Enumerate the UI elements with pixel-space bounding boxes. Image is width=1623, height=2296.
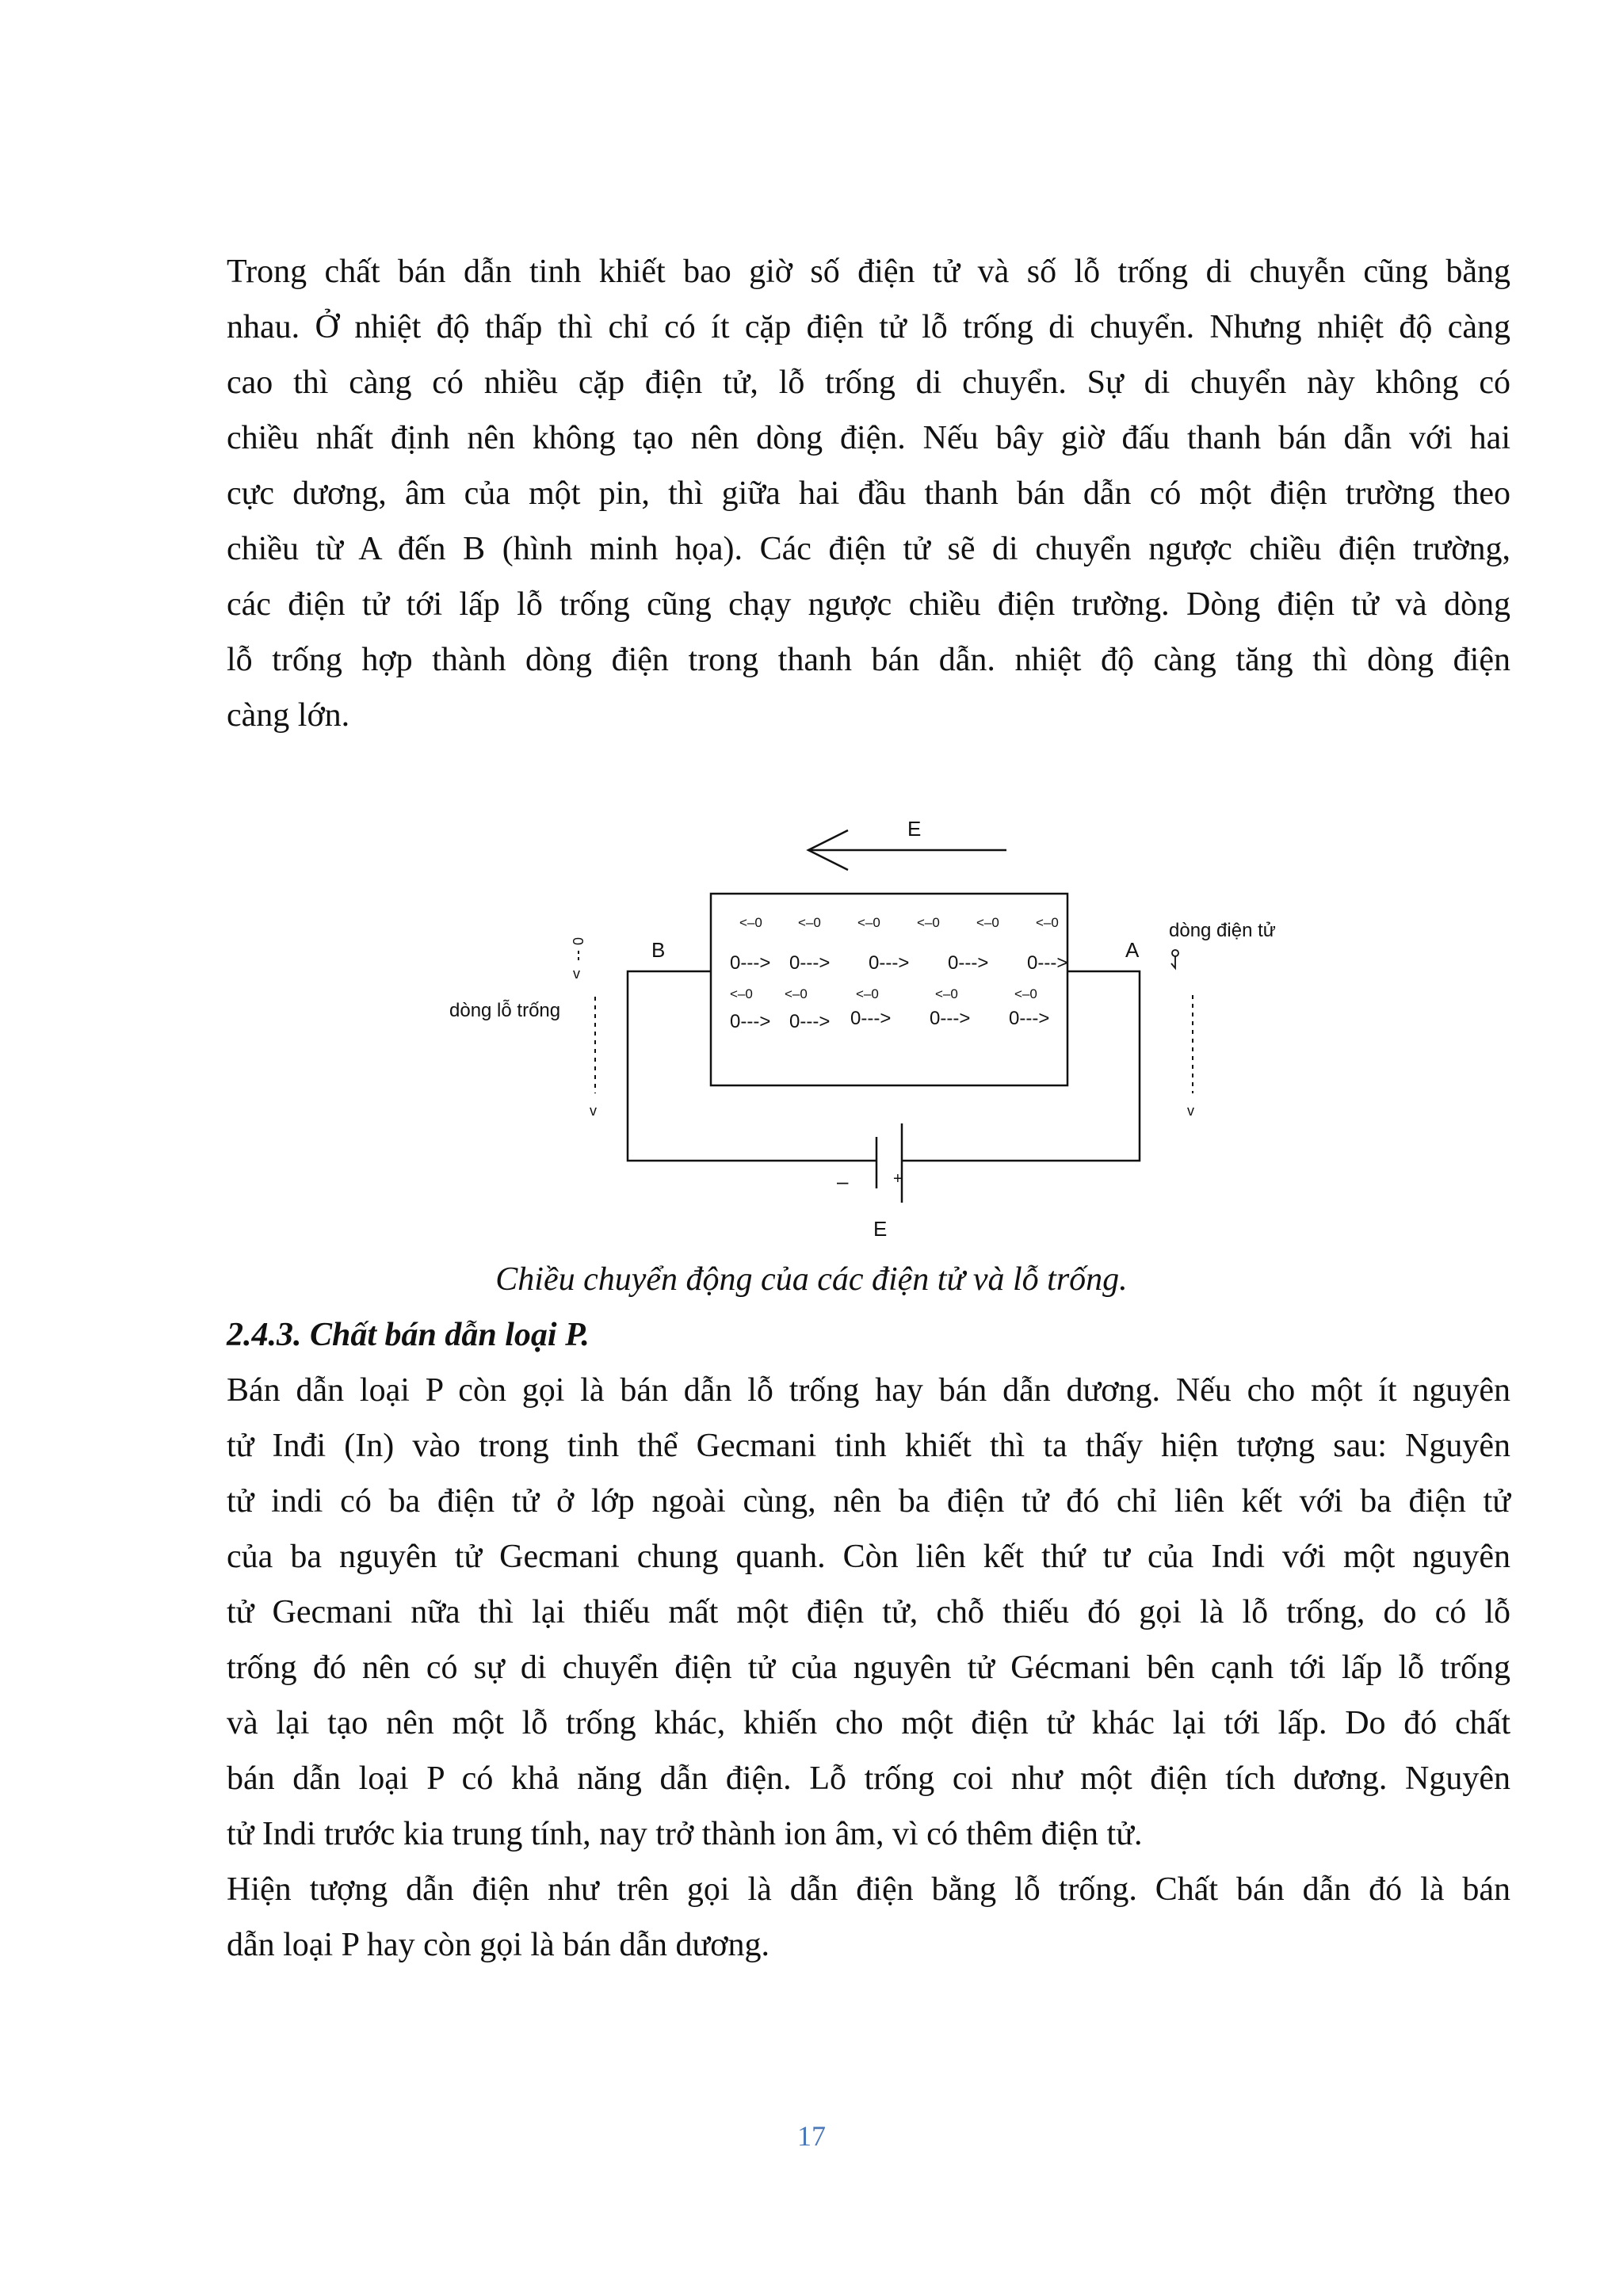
text-line: lỗ trống hợp thành dòng điện trong thanh bán dẫn. nhiệt độ càng tăng thì dòng điện — [227, 642, 1510, 678]
hole-arrow: <–0 — [1014, 986, 1037, 1001]
battery-minus-sign: – — [837, 1169, 849, 1193]
hole-current-label: dòng lỗ trống — [449, 1000, 561, 1021]
row1-electron-arrows — [730, 952, 1067, 974]
electron-current-indicator — [1171, 950, 1194, 1119]
text-line: bán dẫn loại P có khả năng dẫn điện. Lỗ trống coi như một điện tích dương. Nguyên — [227, 1760, 1510, 1797]
battery-plus-sign: + — [893, 1170, 903, 1188]
hole-current-indicator — [571, 937, 597, 1119]
text-line: tử indi có ba điện tử ở lớp ngoài cùng, nên ba điện tử đó chỉ liên kết với ba điện tử — [227, 1483, 1510, 1520]
row2-hole-arrows — [730, 986, 1037, 1001]
text-line: nhau. Ở nhiệt độ thấp thì chỉ có ít cặp điện tử lỗ trống di chuyển. Nhưng nhiệt độ càng — [227, 309, 1510, 345]
electron-arrow: 0---> — [1027, 952, 1068, 974]
electron-arrow: 0---> — [850, 1008, 892, 1029]
hole-down-arrow: v — [573, 966, 580, 982]
paragraph-hole-conduction — [227, 1862, 1510, 1973]
text-line: tử Indi trước kia trung tính, nay trở thành ion âm, vì có thêm điện tử. — [227, 1816, 1143, 1852]
battery-label: E — [873, 1217, 888, 1241]
section-heading: 2.4.3. Chất bán dẫn loại P. — [227, 1317, 590, 1353]
paragraph-intrinsic-semiconductor — [227, 244, 1510, 743]
hole-arrow: <–0 — [785, 986, 808, 1001]
hole-arrow: <–0 — [917, 915, 940, 930]
circuit-diagram — [428, 800, 1316, 1244]
text-line: cao thì càng có nhiều cặp điện tử, lỗ trống di chuyển. Sự di chuyển này không có — [227, 364, 1510, 401]
text-line: trống đó nên có sự di chuyển điện tử của nguyên tử Gécmani bên cạnh tới lấp lỗ trống — [227, 1650, 1510, 1686]
hole-arrow: <–0 — [856, 986, 879, 1001]
hole-arrow: <–0 — [798, 915, 821, 930]
electron-arrow: 0---> — [930, 1008, 971, 1029]
text-line: chiều nhất định nên không tạo nên dòng điện. Nếu bây giờ đấu thanh bán dẫn với hai — [227, 420, 1510, 456]
row1-hole-arrows — [739, 915, 1059, 930]
text-line: các điện tử tới lấp lỗ trống cũng chạy ngược chiều điện trường. Dòng điện tử và dòng — [227, 586, 1510, 623]
electron-current-label: dòng điện tử — [1169, 920, 1276, 941]
electron-arrow: 0---> — [1009, 1008, 1050, 1029]
hole-arrow: <–0 — [739, 915, 762, 930]
terminal-a-label: A — [1125, 938, 1140, 962]
page-number: 17 — [797, 2120, 826, 2152]
text-line: Bán dẫn loại P còn gọi là bán dẫn lỗ trống hay bán dẫn dương. Nếu cho một ít nguyên — [227, 1372, 1510, 1409]
hole-arrow: <–0 — [1036, 915, 1059, 930]
terminal-b-label: B — [651, 938, 666, 962]
electron-arrow: 0---> — [948, 952, 989, 974]
hole-arrow: <–0 — [935, 986, 958, 1001]
text-line: tử Inđi (In) vào trong tinh thể Gecmani tinh khiết thì ta thấy hiện tượng sau: Nguyên — [227, 1428, 1510, 1464]
electron-arrow: 0---> — [730, 1011, 771, 1032]
electron-arrow: 0---> — [869, 952, 910, 974]
hole-arrow: <–0 — [857, 915, 880, 930]
figure-caption: Chiều chuyển động của các điện tử và lỗ trống. — [495, 1261, 1128, 1298]
text-line: dẫn loại P hay còn gọi là bán dẫn dương. — [227, 1927, 769, 1963]
electron-current-arrowhead: v — [1187, 1103, 1194, 1119]
electron-arrow: 0---> — [730, 952, 771, 974]
text-line: tử Gecmani nữa thì lại thiếu mất một điện tử, chỗ thiếu đó gọi là lỗ trống, do có lỗ — [227, 1594, 1510, 1630]
text-line: càng lớn. — [227, 697, 350, 734]
electron-arrow: 0---> — [789, 1011, 831, 1032]
text-line: chiều từ A đến B (hình minh họa). Các điện tử sẽ di chuyển ngược chiều điện trường, — [227, 531, 1510, 567]
text-line: cực dương, âm của một pin, thì giữa hai đầu thanh bán dẫn có một điện trường theo — [227, 475, 1510, 512]
field-label: E — [907, 817, 922, 841]
hole-arrow: <–0 — [976, 915, 999, 930]
text-line: của ba nguyên tử Gecmani chung quanh. Còn liên kết thứ tư của Indi với một nguyên — [227, 1539, 1510, 1575]
hole-arrow: <–0 — [730, 986, 753, 1001]
electron-arrow: 0---> — [789, 952, 831, 974]
paragraph-p-type — [227, 1363, 1510, 1862]
text-line: Trong chất bán dẫn tinh khiết bao giờ số điện tử và số lỗ trống di chuyễn cũng bằng — [227, 254, 1510, 290]
hole-marker: 0 — [571, 936, 586, 945]
electron-marker — [1172, 950, 1178, 956]
text-line: Hiện tượng dẫn điện như trên gọi là dẫn điện bằng lỗ trống. Chất bán dẫn đó là bán — [227, 1871, 1510, 1908]
electron-mini-arrow — [1171, 956, 1175, 968]
hole-current-arrowhead: v — [590, 1103, 597, 1119]
text-line: và lại tạo nên một lỗ trống khác, khiến cho một điện tử khác lại tới lấp. Do đó chất — [227, 1705, 1510, 1741]
row2-electron-arrows — [730, 1008, 1049, 1032]
